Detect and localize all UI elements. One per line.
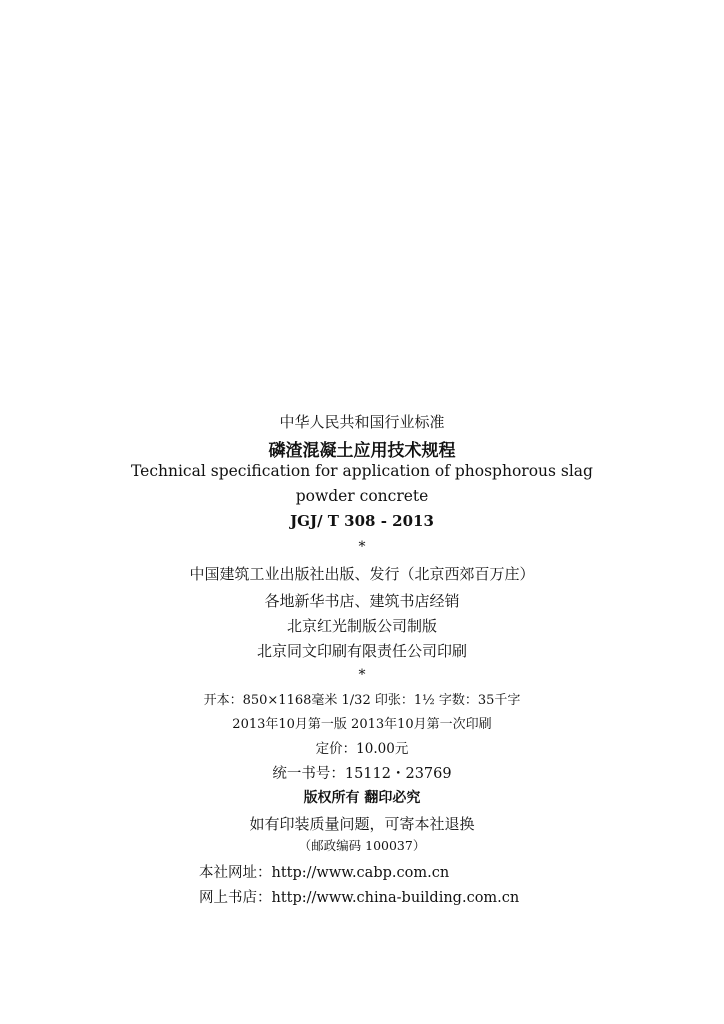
title-english-line2: powder concrete: [295, 487, 429, 505]
printer-line: 北京同文印刷有限责任公司印刷: [256, 642, 467, 660]
title-english-line1: Technical specification for application of phosphorous slag: [131, 462, 593, 480]
copyright-line: 版权所有 翻印必究: [303, 790, 421, 806]
price-line: 定价：10.00元: [315, 741, 409, 757]
standard-number: JGJ/ T 308 - 2013: [290, 512, 434, 530]
edition-line: 2013年10月第一版 2013年10月第一次印刷: [232, 717, 492, 732]
quality-notice: 如有印装质量问题，可寄本社退换: [249, 815, 475, 833]
title-chinese: 磷渣混凝土应用技术规程: [268, 441, 456, 461]
distributor-line: 各地新华书店、建筑书店经销: [264, 592, 460, 610]
standard-type: 中华人民共和国行业标准: [279, 413, 445, 431]
format-line: 开本：850×1168毫米 1/32 印张：1½ 字数：35千字: [203, 693, 521, 708]
publisher-line: 中国建筑工业出版社出版、发行（北京西郊百万庄）: [189, 565, 535, 583]
postal-code: （邮政编码 100037）: [298, 838, 426, 853]
separator-asterisk: *: [358, 667, 366, 683]
online-store-website: 网上书店：http://www.china-building.com.cn: [199, 890, 520, 906]
separator-asterisk: *: [358, 539, 366, 555]
publisher-website: 本社网址：http://www.cabp.com.cn: [199, 865, 450, 881]
plate-maker-line: 北京红光制版公司制版: [286, 617, 437, 635]
book-number-line: 统一书号：15112・23769: [272, 766, 452, 782]
